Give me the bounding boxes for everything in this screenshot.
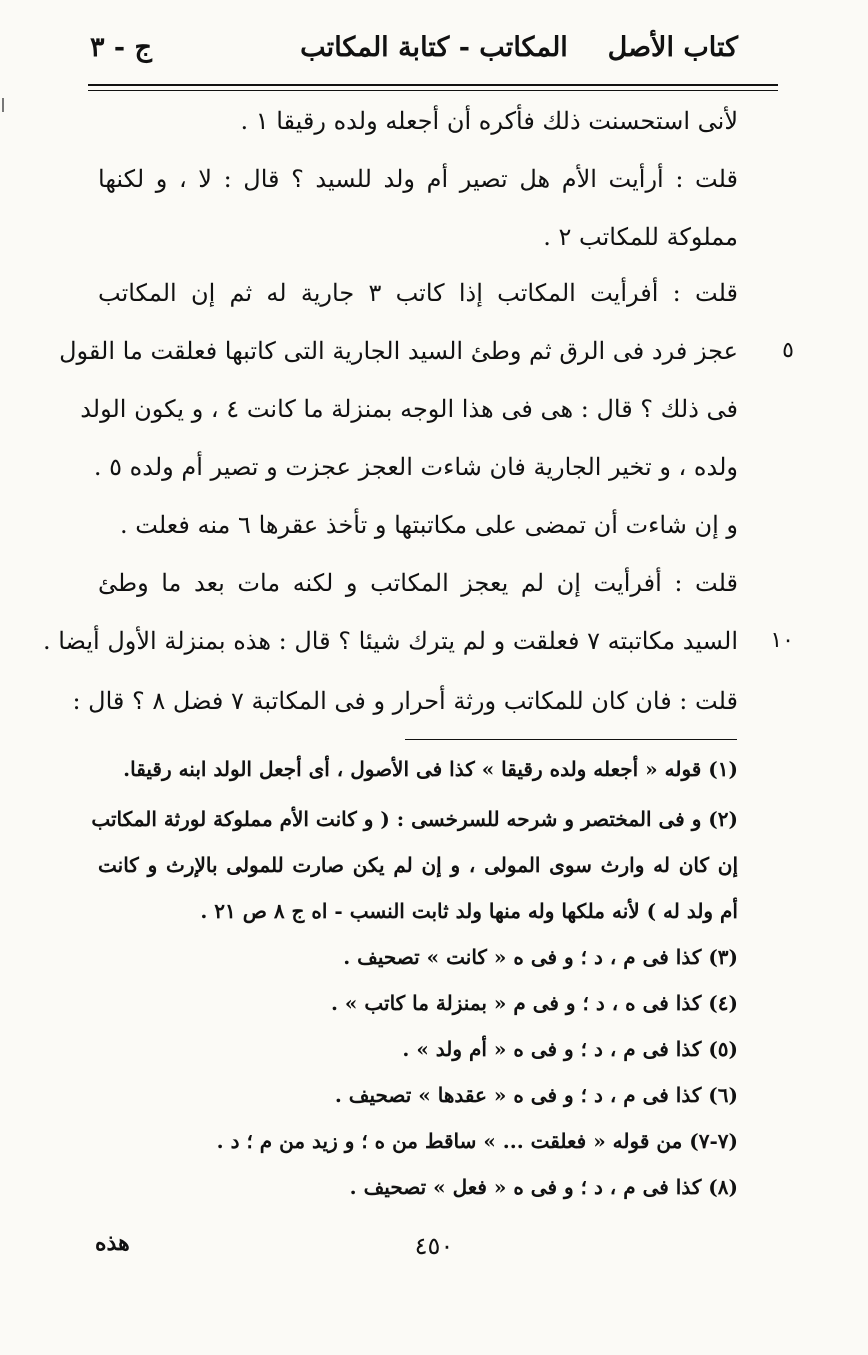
- footnote-1: (١) قوله « أجعله ولده رقيقا » كذا فى الأصول ، أى أجعل الولد ابنه رقيقا.: [123, 757, 738, 781]
- body-line-8: و إن شاءت أن تمضى على مكاتبتها و تأخذ عقرها ٦ منه فعلت .: [120, 511, 738, 539]
- body-line-11: قلت : فان كان للمكاتب ورثة أحرار و فى المكاتبة ٧ فضل ٨ ؟ قال :: [72, 687, 738, 715]
- line-number-10: ١٠: [770, 628, 794, 653]
- body-line-9: قلت : أفرأيت إن لم يعجز المكاتب و لكنه مات بعد ما وطئ: [98, 569, 738, 597]
- footnote-7: (٧-٧) من قوله « فعلقت ... » ساقط من ه ؛ و زيد من م ؛ د .: [216, 1129, 738, 1153]
- body-line-1: لأنى استحسنت ذلك فأكره أن أجعله ولده رقيقا ١ .: [240, 107, 738, 135]
- footnote-3: (٣) كذا فى م ، د ؛ و فى ه « كانت » تصحيف .: [343, 945, 738, 969]
- footnote-4: (٤) كذا فى ه ، د ؛ و فى م « بمنزلة ما كاتب » .: [330, 991, 738, 1015]
- footnote-8: (٨) كذا فى م ، د ؛ و فى ه « فعل » تصحيف .: [349, 1175, 738, 1199]
- body-line-6: فى ذلك ؟ قال : هى فى هذا الوجه بمنزلة ما كانت ٤ ، و يكون الولد: [80, 395, 738, 423]
- footnote-5: (٥) كذا فى م ، د ؛ و فى ه « أم ولد » .: [402, 1037, 738, 1061]
- page-number: ٤٥٠: [414, 1232, 454, 1260]
- running-header-chapter-title: المكاتب - كتابة المكاتب: [300, 32, 568, 63]
- footnote-2-line-3: أم ولد له ) لأنه ملكها وله منها ولد ثابت النسب - اه ج ٨ ص ٢١ .: [200, 899, 738, 923]
- header-rule-thick: [88, 84, 778, 86]
- footnote-2-line-1: (٢) و فى المختصر و شرحه للسرخسى : ( و كانت الأم مملوكة لورثة المكاتب: [91, 807, 738, 831]
- body-line-4: قلت : أفرأيت المكاتب إذا كاتب ٣ جارية له ثم إن المكاتب: [98, 279, 738, 307]
- body-line-3: مملوكة للمكاتب ٢ .: [543, 223, 738, 251]
- body-line-10: السيد مكاتبته ٧ فعلقت و لم يترك شيئا ؟ قال : هذه بمنزلة الأول أيضا .: [42, 627, 738, 655]
- running-header-book-title: كتاب الأصل: [607, 32, 738, 63]
- body-line-7: ولده ، و تخير الجارية فان شاءت العجز عجزت و تصير أم ولده ٥ .: [93, 453, 738, 481]
- running-header-volume: ج - ٣: [90, 32, 152, 63]
- catchword: هذه: [95, 1230, 130, 1256]
- header-rule-thin: [88, 90, 778, 91]
- footnote-6: (٦) كذا فى م ، د ؛ و فى ه « عقدها » تصحيف .: [334, 1083, 738, 1107]
- footnote-rule: [405, 739, 737, 740]
- body-line-2: قلت : أرأيت الأم هل تصير أم ولد للسيد ؟ قال : لا ، و لكنها: [98, 165, 738, 193]
- footnote-2-line-2: إن كان له وارث سوى المولى ، و إن لم يكن صارت للمولى بالإرث و كانت: [98, 853, 738, 877]
- body-line-5: عجز فرد فى الرق ثم وطئ السيد الجارية التى كاتبها فعلقت ما القول: [59, 337, 738, 365]
- scan-speck: [2, 98, 4, 112]
- line-number-5: ٥: [782, 338, 794, 363]
